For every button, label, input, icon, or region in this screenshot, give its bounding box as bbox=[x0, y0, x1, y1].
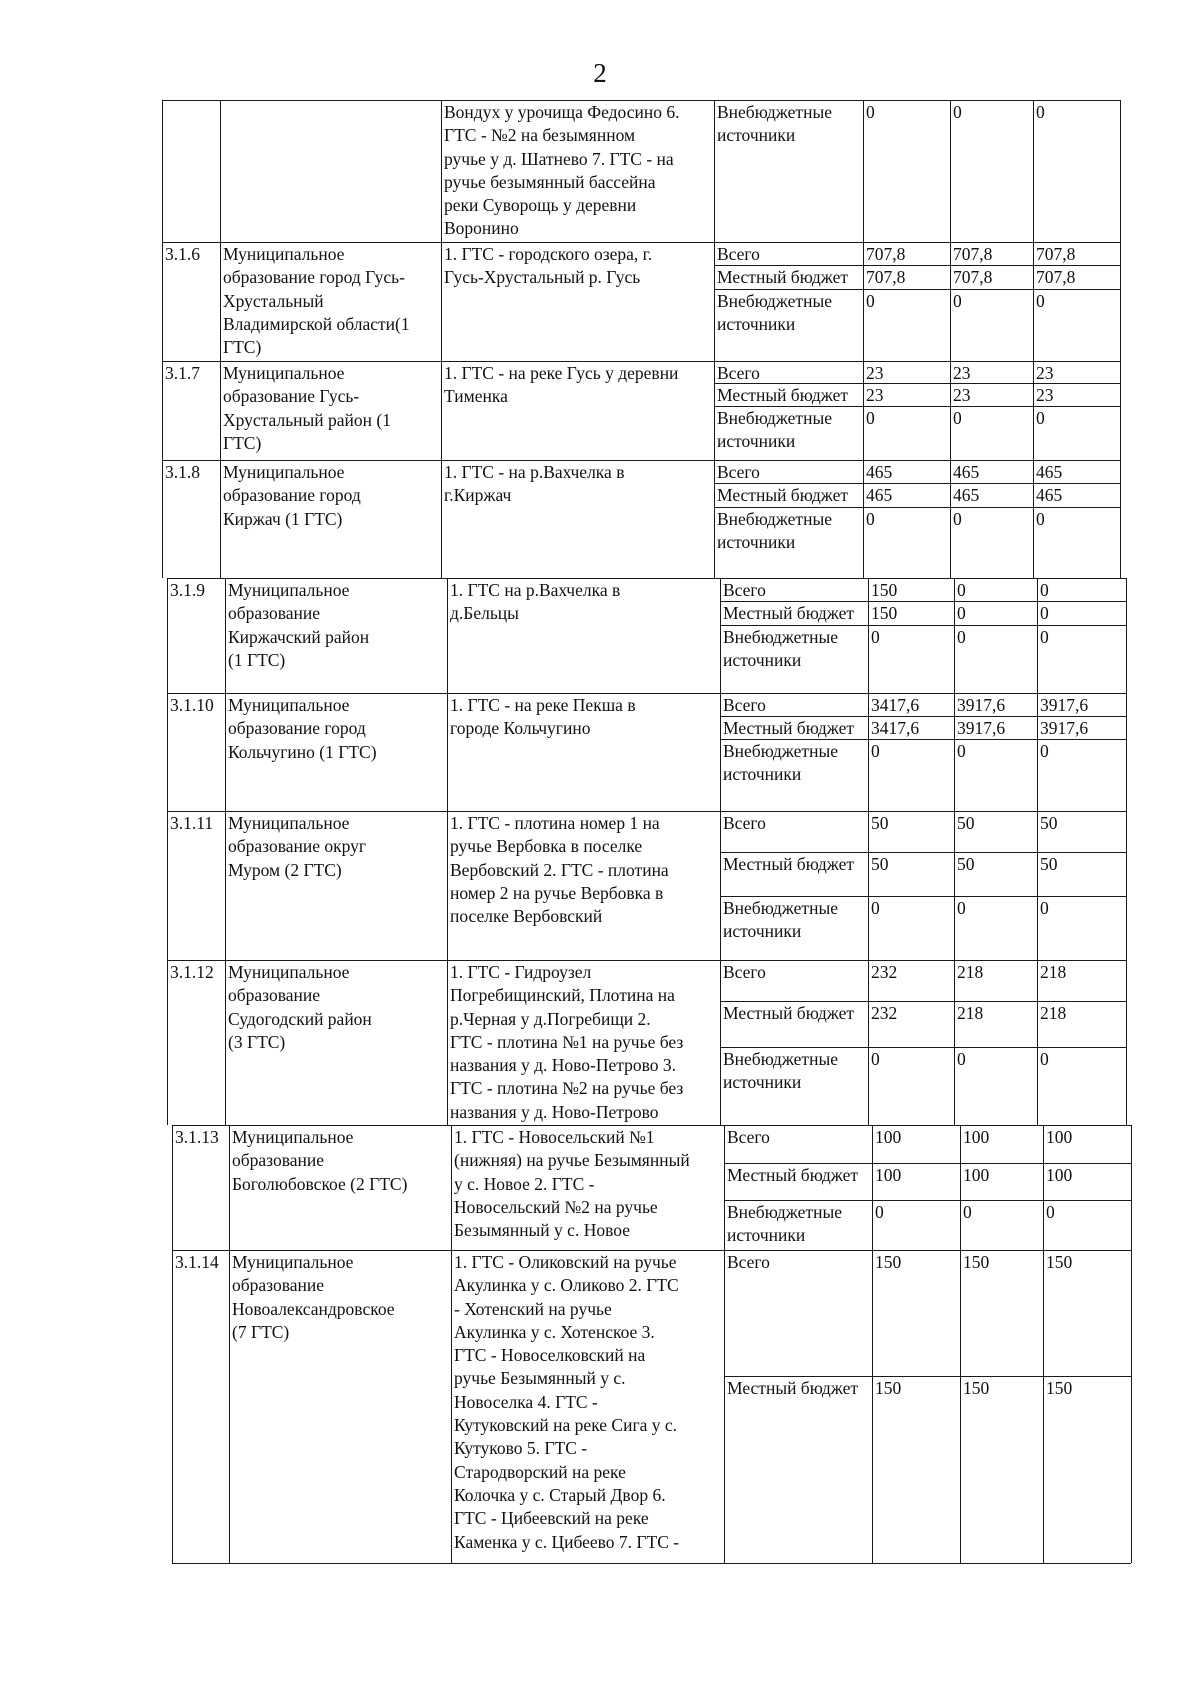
column-border bbox=[451, 1125, 452, 1250]
column-border bbox=[720, 960, 721, 1125]
funding-value: 0 bbox=[957, 898, 966, 918]
funding-value: 23 bbox=[953, 385, 971, 405]
funding-value: 218 bbox=[957, 962, 984, 982]
object-description: 1. ГТС - Оликовский на ручье Акулинка у с. Оликово 2. ГТС - Хотенский на ручье Акулинка у с. Хотенское 3. ГТС - Новоселковский на ручье Безымянный у с. Новоселка 4. ГТС - Кутуковский на реке Сига у с. Кутуково 5. ГТС - Стародворский на реке Колочка у с. Старый Двор 6. ГТС - Цибеевский на реке Каменка у с. Цибеево 7. ГТС - bbox=[454, 1252, 680, 1552]
funding-value: 0 bbox=[1036, 102, 1045, 122]
funding-value: 3417,6 bbox=[871, 718, 920, 738]
object-description: 1. ГТС - плотина номер 1 на ручье Вербовка в поселке Вербовский 2. ГТС - плотина номер 2 на ручье Вербовка в поселке Вербовский bbox=[450, 813, 669, 927]
column-border bbox=[950, 242, 951, 361]
funding-value: 50 bbox=[871, 854, 889, 874]
column-border bbox=[724, 1250, 725, 1563]
funding-value: 707,8 bbox=[1036, 244, 1076, 264]
object-description: 1. ГТС - на р.Вахчелка в г.Киржач bbox=[444, 462, 625, 506]
column-border bbox=[954, 960, 955, 1125]
funding-value: 150 bbox=[871, 603, 898, 623]
column-border bbox=[447, 811, 448, 960]
column-border bbox=[220, 100, 221, 242]
column-border bbox=[950, 100, 951, 242]
funding-value: 50 bbox=[1040, 854, 1058, 874]
column-border bbox=[872, 1250, 873, 1563]
object-description: Вондух у урочища Федосино 6. ГТС - №2 на безымянном ручье у д. Шатнево 7. ГТС - на ручье безымянный бассейна реки Суворощь у деревни Воронино bbox=[444, 102, 680, 239]
column-border bbox=[225, 960, 226, 1125]
funding-value: 3917,6 bbox=[957, 718, 1006, 738]
object-description: 1. ГТС - на реке Пекша в городе Кольчугино bbox=[450, 695, 636, 739]
column-border bbox=[1120, 460, 1121, 578]
funding-value: 707,8 bbox=[953, 244, 993, 264]
funding-value: 100 bbox=[875, 1127, 902, 1147]
funding-value: 0 bbox=[1040, 1049, 1049, 1069]
funding-value: 0 bbox=[1040, 627, 1049, 647]
funding-source: Внебюджетные источники bbox=[727, 1202, 842, 1246]
funding-value: 0 bbox=[866, 291, 875, 311]
funding-value: 150 bbox=[963, 1252, 990, 1272]
object-description: 1. ГТС - на реке Гусь у деревни Тименка bbox=[444, 363, 679, 407]
funding-source: Местный бюджет bbox=[723, 718, 855, 738]
column-border bbox=[1126, 960, 1127, 1125]
row-number: 3.1.8 bbox=[165, 462, 200, 482]
column-border bbox=[1131, 1250, 1132, 1563]
funding-value: 0 bbox=[1040, 741, 1049, 761]
column-border bbox=[720, 578, 721, 693]
funding-value: 0 bbox=[875, 1202, 884, 1222]
funding-value: 232 bbox=[871, 1003, 898, 1023]
column-border bbox=[714, 361, 715, 460]
row-number: 3.1.12 bbox=[170, 962, 214, 982]
column-border bbox=[441, 242, 442, 361]
funding-value: 0 bbox=[1040, 603, 1049, 623]
municipality-name: Муниципальное образование Судогодский район (3 ГТС) bbox=[228, 962, 372, 1052]
column-border bbox=[1120, 100, 1121, 242]
funding-value: 0 bbox=[963, 1202, 972, 1222]
column-border bbox=[1037, 811, 1038, 960]
funding-value: 707,8 bbox=[1036, 267, 1076, 287]
column-border bbox=[1037, 578, 1038, 693]
funding-value: 100 bbox=[1046, 1165, 1073, 1185]
column-border bbox=[1131, 1125, 1132, 1250]
column-border bbox=[960, 1250, 961, 1563]
column-border bbox=[447, 693, 448, 811]
column-border bbox=[172, 1250, 173, 1563]
funding-value: 218 bbox=[957, 1003, 984, 1023]
row-number: 3.1.7 bbox=[165, 363, 200, 383]
funding-value: 23 bbox=[1036, 363, 1054, 383]
funding-value: 0 bbox=[957, 627, 966, 647]
funding-value: 0 bbox=[866, 509, 875, 529]
funding-value: 150 bbox=[875, 1378, 902, 1398]
funding-value: 50 bbox=[957, 813, 975, 833]
funding-value: 0 bbox=[953, 102, 962, 122]
funding-source: Местный бюджет bbox=[717, 485, 849, 505]
funding-source: Местный бюджет bbox=[723, 1003, 855, 1023]
funding-value: 0 bbox=[1036, 291, 1045, 311]
funding-value: 50 bbox=[957, 854, 975, 874]
column-border bbox=[1120, 242, 1121, 361]
funding-source: Внебюджетные источники bbox=[723, 741, 838, 785]
funding-value: 50 bbox=[1040, 813, 1058, 833]
row-number: 3.1.11 bbox=[170, 813, 214, 833]
funding-value: 0 bbox=[866, 408, 875, 428]
column-border bbox=[960, 1125, 961, 1250]
funding-value: 465 bbox=[1036, 462, 1063, 482]
object-description: 1. ГТС - Новосельский №1 (нижняя) на ручье Безымянный у с. Новое 2. ГТС - Новосельский №2 на ручье Безымянный у с. Новое bbox=[454, 1127, 690, 1241]
funding-value: 0 bbox=[1046, 1202, 1055, 1222]
object-description: 1. ГТС - Гидроузел Погребищинский, Плотина на р.Черная у д.Погребищи 2. ГТС - плотина №1 на ручье без названия у д. Ново-Петрово 3. ГТС - плотина №2 на ручье без названия у д. Ново-Петрово bbox=[450, 962, 684, 1122]
funding-value: 0 bbox=[871, 1049, 880, 1069]
funding-value: 0 bbox=[1040, 580, 1049, 600]
funding-source: Всего bbox=[723, 962, 766, 982]
funding-value: 23 bbox=[953, 363, 971, 383]
funding-source: Внебюджетные источники bbox=[723, 1049, 838, 1093]
column-border bbox=[1126, 811, 1127, 960]
funding-source: Внебюджетные источники bbox=[717, 291, 832, 335]
municipality-name: Муниципальное образование Киржачский район (1 ГТС) bbox=[228, 580, 370, 670]
funding-source: Всего bbox=[723, 813, 766, 833]
column-border bbox=[162, 460, 163, 578]
column-border bbox=[714, 100, 715, 242]
column-border bbox=[954, 693, 955, 811]
column-border bbox=[720, 811, 721, 960]
funding-value: 150 bbox=[1046, 1378, 1073, 1398]
column-border bbox=[1033, 460, 1034, 578]
funding-value: 707,8 bbox=[866, 244, 906, 264]
municipality-name: Муниципальное образование город Кольчугино (1 ГТС) bbox=[228, 695, 377, 762]
funding-source: Внебюджетные источники bbox=[723, 627, 838, 671]
row-number: 3.1.6 bbox=[165, 244, 200, 264]
funding-value: 0 bbox=[871, 741, 880, 761]
column-border bbox=[1126, 693, 1127, 811]
funding-value: 0 bbox=[1036, 509, 1045, 529]
funding-value: 0 bbox=[957, 580, 966, 600]
funding-value: 100 bbox=[875, 1165, 902, 1185]
funding-source: Местный бюджет bbox=[723, 603, 855, 623]
funding-value: 0 bbox=[871, 627, 880, 647]
funding-value: 50 bbox=[871, 813, 889, 833]
column-border bbox=[229, 1250, 230, 1563]
funding-source: Местный бюджет bbox=[727, 1165, 859, 1185]
column-border bbox=[954, 578, 955, 693]
column-border bbox=[441, 460, 442, 578]
funding-source: Местный бюджет bbox=[727, 1378, 859, 1398]
column-border bbox=[447, 960, 448, 1125]
funding-value: 100 bbox=[963, 1127, 990, 1147]
column-border bbox=[863, 100, 864, 242]
row-number: 3.1.10 bbox=[170, 695, 214, 715]
funding-value: 465 bbox=[866, 462, 893, 482]
municipality-name: Муниципальное образование Гусь- Хрустальный район (1 ГТС) bbox=[223, 363, 391, 453]
funding-source: Местный бюджет bbox=[717, 385, 849, 405]
municipality-name: Муниципальное образование Новоалександровское (7 ГТС) bbox=[232, 1252, 395, 1342]
funding-source: Всего bbox=[727, 1252, 770, 1272]
funding-source: Местный бюджет bbox=[723, 854, 855, 874]
funding-value: 150 bbox=[875, 1252, 902, 1272]
funding-value: 218 bbox=[1040, 1003, 1067, 1023]
funding-value: 3417,6 bbox=[871, 695, 920, 715]
funding-value: 0 bbox=[957, 741, 966, 761]
page-number: 2 bbox=[593, 58, 607, 88]
funding-value: 23 bbox=[866, 385, 884, 405]
funding-value: 3917,6 bbox=[1040, 718, 1089, 738]
object-description: 1. ГТС на р.Вахчелка в д.Бельцы bbox=[450, 580, 621, 624]
funding-value: 0 bbox=[1040, 898, 1049, 918]
funding-value: 232 bbox=[871, 962, 898, 982]
funding-value: 465 bbox=[866, 485, 893, 505]
municipality-name: Муниципальное образование округ Муром (2 ГТС) bbox=[228, 813, 367, 880]
column-border bbox=[441, 100, 442, 242]
column-border bbox=[954, 811, 955, 960]
column-border bbox=[451, 1250, 452, 1563]
funding-value: 150 bbox=[871, 580, 898, 600]
object-description: 1. ГТС - городского озера, г. Гусь-Хрустальный р. Гусь bbox=[444, 244, 653, 288]
funding-value: 23 bbox=[1036, 385, 1054, 405]
column-border bbox=[1033, 242, 1034, 361]
column-border bbox=[167, 811, 168, 960]
funding-source: Всего bbox=[723, 580, 766, 600]
column-border bbox=[950, 361, 951, 460]
column-border bbox=[868, 960, 869, 1125]
row-number: 3.1.9 bbox=[170, 580, 205, 600]
funding-value: 0 bbox=[866, 102, 875, 122]
column-border bbox=[167, 960, 168, 1125]
funding-value: 0 bbox=[953, 509, 962, 529]
municipality-name: Муниципальное образование город Киржач (1 ГТС) bbox=[223, 462, 361, 529]
funding-value: 100 bbox=[963, 1165, 990, 1185]
municipality-name: Муниципальное образование город Гусь- Хрустальный Владимирской области(1 ГТС) bbox=[223, 244, 410, 358]
funding-value: 218 bbox=[1040, 962, 1067, 982]
funding-source: Внебюджетные источники bbox=[717, 102, 832, 146]
funding-source: Местный бюджет bbox=[717, 267, 849, 287]
column-border bbox=[1033, 100, 1034, 242]
municipality-name: Муниципальное образование Боголюбовское (2 ГТС) bbox=[232, 1127, 408, 1194]
column-border bbox=[950, 460, 951, 578]
column-border bbox=[162, 100, 163, 242]
column-border bbox=[167, 693, 168, 811]
column-border bbox=[167, 578, 168, 693]
column-border bbox=[1033, 361, 1034, 460]
funding-value: 3917,6 bbox=[957, 695, 1006, 715]
column-border bbox=[714, 242, 715, 361]
funding-source: Всего bbox=[727, 1127, 770, 1147]
row-number: 3.1.14 bbox=[175, 1252, 219, 1272]
funding-value: 707,8 bbox=[953, 267, 993, 287]
funding-value: 3917,6 bbox=[1040, 695, 1089, 715]
column-border bbox=[441, 361, 442, 460]
funding-value: 707,8 bbox=[866, 267, 906, 287]
column-border bbox=[1120, 361, 1121, 460]
funding-value: 0 bbox=[1036, 408, 1045, 428]
column-border bbox=[720, 693, 721, 811]
funding-value: 0 bbox=[953, 408, 962, 428]
column-border bbox=[1037, 693, 1038, 811]
column-border bbox=[724, 1125, 725, 1250]
row-number: 3.1.13 bbox=[175, 1127, 219, 1147]
column-border bbox=[162, 361, 163, 460]
column-border bbox=[1043, 1250, 1044, 1563]
funding-source: Внебюджетные источники bbox=[717, 509, 832, 553]
funding-source: Всего bbox=[717, 363, 760, 383]
funding-source: Всего bbox=[717, 462, 760, 482]
funding-value: 0 bbox=[871, 898, 880, 918]
funding-value: 150 bbox=[1046, 1252, 1073, 1272]
column-border bbox=[172, 1125, 173, 1250]
column-border bbox=[447, 578, 448, 693]
table-bottom-border bbox=[172, 1563, 1131, 1564]
funding-value: 465 bbox=[1036, 485, 1063, 505]
funding-value: 465 bbox=[953, 462, 980, 482]
funding-source: Всего bbox=[723, 695, 766, 715]
funding-value: 465 bbox=[953, 485, 980, 505]
funding-source: Внебюджетные источники bbox=[723, 898, 838, 942]
column-border bbox=[162, 242, 163, 361]
column-border bbox=[714, 460, 715, 578]
funding-value: 150 bbox=[963, 1378, 990, 1398]
column-border bbox=[1037, 960, 1038, 1125]
column-border bbox=[1043, 1125, 1044, 1250]
funding-value: 0 bbox=[957, 603, 966, 623]
funding-source: Внебюджетные источники bbox=[717, 408, 832, 452]
funding-source: Всего bbox=[717, 244, 760, 264]
funding-value: 0 bbox=[953, 291, 962, 311]
funding-value: 100 bbox=[1046, 1127, 1073, 1147]
funding-value: 23 bbox=[866, 363, 884, 383]
column-border bbox=[1126, 578, 1127, 693]
funding-value: 0 bbox=[957, 1049, 966, 1069]
